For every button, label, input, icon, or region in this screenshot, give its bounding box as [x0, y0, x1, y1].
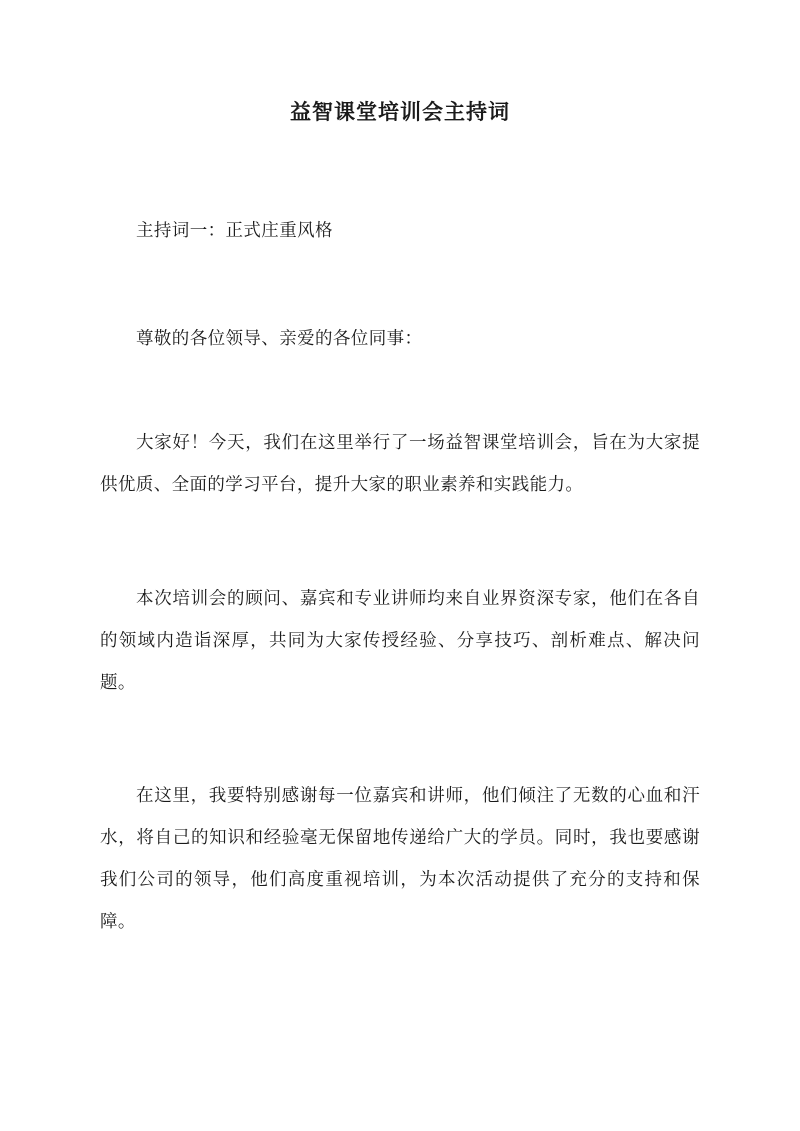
salutation-paragraph: 尊敬的各位领导、亲爱的各位同事：	[136, 329, 423, 349]
body-paragraph-2: 本次培训会的顾问、嘉宾和专业讲师均来自业界资深专家，他们在各自的领域内造诣深厚，共同为大家传授经验、分享技巧、剖析难点、解决问题。	[100, 589, 700, 693]
body-paragraph-3: 在这里，我要特别感谢每一位嘉宾和讲师，他们倾注了无数的心血和汗水，将自己的知识和经验毫无保留地传递给广大的学员。同时，我也要感谢我们公司的领导，他们高度重视培训，为本次活动提供了充分的支持和保障。	[100, 786, 700, 932]
body-paragraph-1: 大家好！今天，我们在这里举行了一场益智课堂培训会，旨在为大家提供优质、全面的学习平台，提升大家的职业素养和实践能力。	[100, 433, 700, 495]
document-title: 益智课堂培训会主持词	[290, 99, 510, 124]
section-heading: 主持词一：正式庄重风格	[136, 221, 333, 241]
